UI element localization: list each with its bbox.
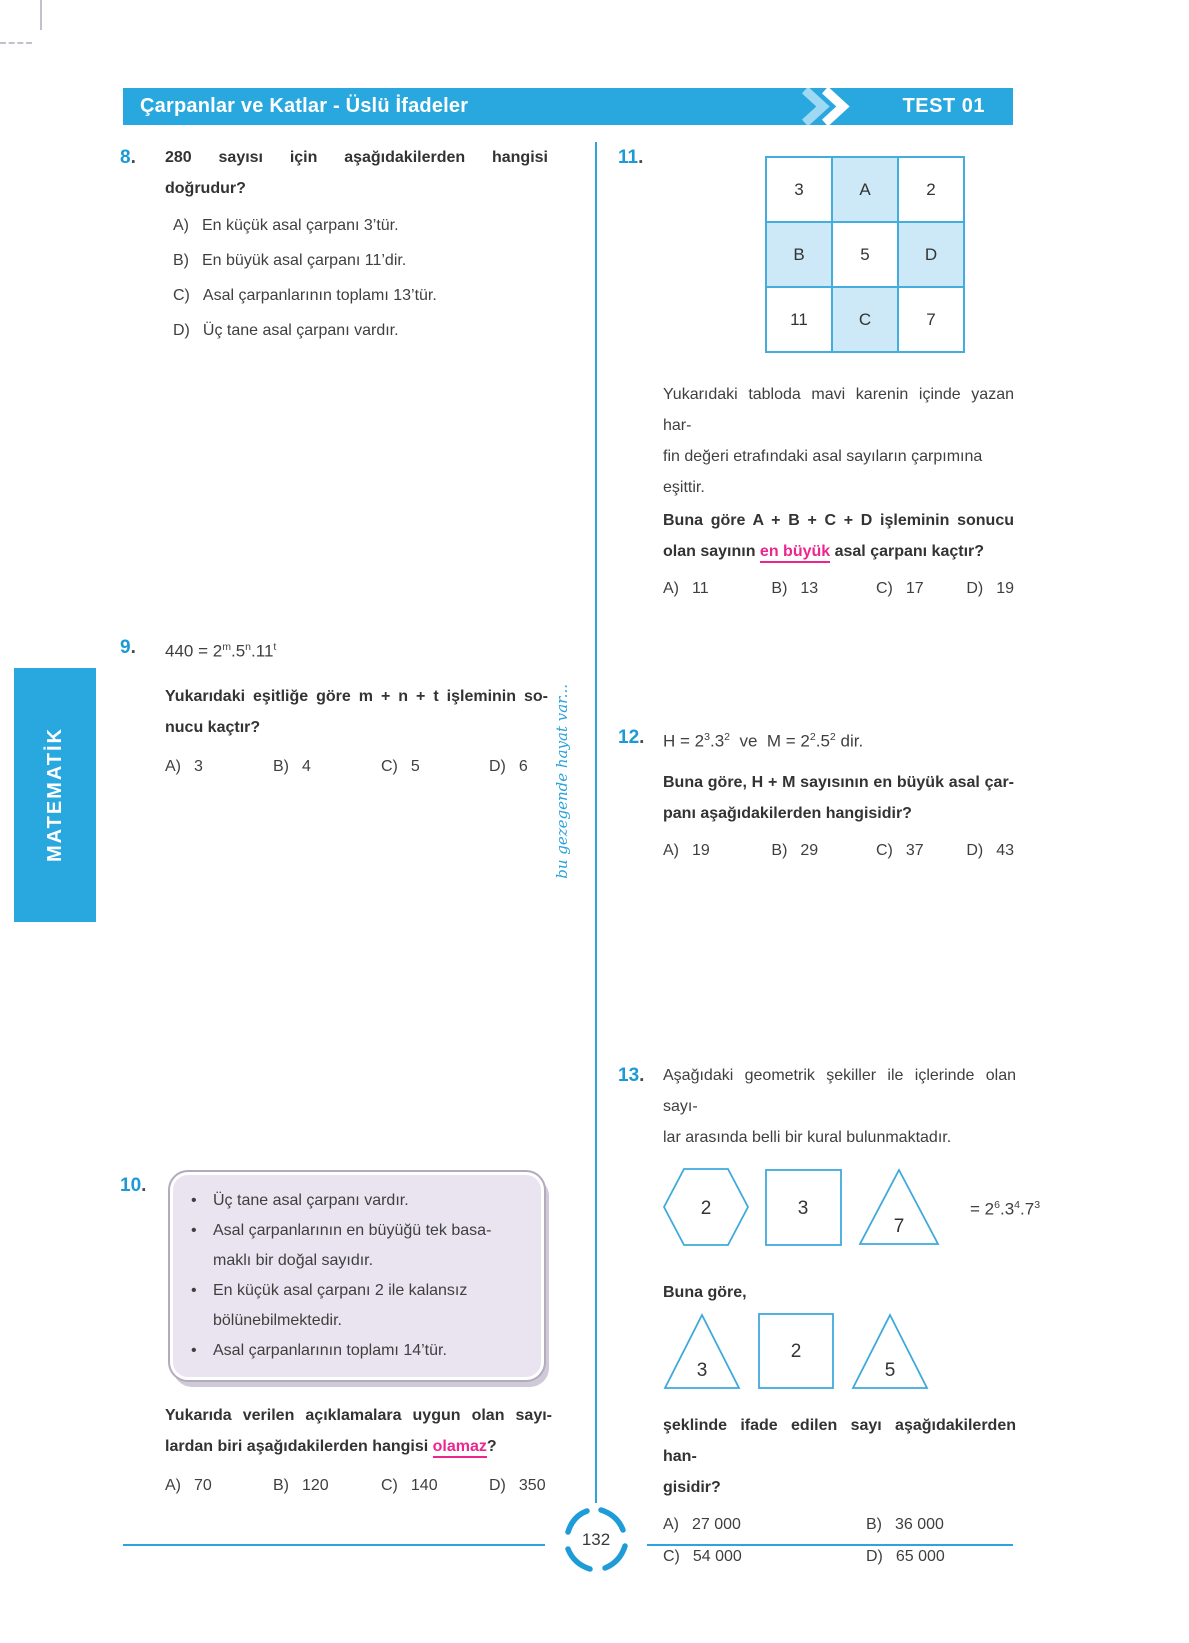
table-cell-blue: C (832, 287, 898, 352)
svg-text:3: 3 (797, 1197, 809, 1219)
chevron-right-icon (797, 88, 861, 125)
figure-equation: = $2^6.3^4.7^3$ (970, 1198, 1041, 1219)
option-text: Asal çarpanlarının toplamı 13’tür. (202, 287, 437, 304)
figure-rule (663, 1167, 1041, 1247)
option-b: B) En büyük asal çarpanı 11’dir. (173, 243, 548, 278)
table-cell-blue: B (766, 222, 832, 287)
option-c: C) 37 (875, 841, 924, 859)
column-divider (595, 142, 597, 1503)
table-cell-blue: D (898, 222, 964, 287)
subject-label: MATEMATİK (43, 727, 66, 863)
letter-grid-table (765, 156, 965, 353)
square-shape (765, 1169, 842, 1246)
option-d: D) 19 (966, 580, 1014, 597)
header-bar (123, 88, 1013, 125)
svg-text:2: 2 (790, 1341, 802, 1362)
bottom-rule-right (647, 1544, 1013, 1546)
svg-text:7: 7 (893, 1216, 905, 1237)
bullet-icon: • (191, 1282, 197, 1299)
option-row (663, 573, 1014, 604)
option-text: En büyük asal çarpanı 11’dir. (202, 252, 407, 269)
option-row (663, 835, 1014, 866)
question-12 (618, 722, 1014, 866)
option-a: A) 11 (663, 580, 709, 597)
option-c: C) 54 000 (663, 1548, 742, 1565)
question-number: 13. (618, 1065, 645, 1086)
question-stem: Buna göre A + B + C + D işleminin sonucu olan sayının en büyük asal çarpanı kaçtır? (663, 505, 1014, 567)
table-cell: 11 (766, 287, 832, 352)
bullet-icon: • (191, 1192, 197, 1209)
page-title: Çarpanlar ve Katlar - Üslü İfadeler (140, 95, 469, 117)
square-shape (758, 1313, 834, 1389)
bullet-item: • En küçük asal çarpanı 2 ile kalansız bölünebilmektedir. (191, 1276, 533, 1336)
equation: $H = 2^3.3^2$ ve $M = 2^2.5^2$ dir. (663, 731, 864, 751)
option-d: D) 6 (489, 757, 528, 775)
option-d: D) Üç tane asal çarpanı vardır. (173, 313, 548, 348)
question-9 (120, 632, 548, 782)
question-stem-2: şeklinde ifade edilen sayı aşağıdakilerden han- gisidir? (663, 1417, 1016, 1496)
question-10 (120, 1170, 552, 1501)
highlight-en-buyuk: en büyük (760, 543, 830, 563)
svg-text:2: 2 (700, 1198, 712, 1219)
page-number-badge (557, 1501, 635, 1579)
option-grid (663, 1509, 1016, 1572)
table-cell: 2 (898, 157, 964, 222)
bullet-item: • Asal çarpanlarının en büyüğü tek basa- maklı bir doğal sayıdır. (191, 1216, 533, 1276)
figure-question (663, 1312, 1016, 1390)
test-number-badge: TEST 01 (902, 95, 985, 117)
sidebar-subject-tab (14, 668, 96, 922)
bullet-icon: • (191, 1342, 197, 1359)
option-c: C) 5 (381, 757, 420, 775)
page-number: 132 (581, 1530, 611, 1549)
crop-mark-vertical (40, 0, 42, 30)
option-d: D) 65 000 (866, 1548, 945, 1565)
triangle-shape (663, 1313, 741, 1390)
crop-mark-horizontal (0, 42, 32, 44)
watermark-script: bu gezegende hayat var... (553, 684, 571, 879)
option-a: A) 19 (663, 841, 710, 859)
bullet-item: • Üç tane asal çarpanı vardır. (191, 1186, 533, 1216)
middle-label: Buna göre, (663, 1284, 747, 1301)
option-b: B) 4 (273, 757, 311, 775)
option-b: B) 120 (273, 1477, 329, 1494)
option-text: Üç tane asal çarpanı vardır. (202, 322, 399, 339)
bottom-rule-left (123, 1544, 545, 1546)
question-number: 10. (120, 1175, 147, 1196)
question-stem: Buna göre, H + M sayısının en büyük asal çar- panı aşağıdakilerden hangisidir? (663, 773, 1014, 822)
table-cell: 3 (766, 157, 832, 222)
question-stem: 280 sayısı için aşağıdakilerden hangisi doğrudur? (165, 149, 548, 197)
svg-text:5: 5 (884, 1359, 896, 1381)
option-b: B) 29 (771, 841, 819, 859)
option-row (165, 1470, 552, 1501)
equation: $440 = 2^m.5^n.11^t$ (165, 641, 277, 661)
question-number: 11. (618, 147, 644, 168)
option-text: En küçük asal çarpanı 3’tür. (202, 217, 399, 234)
triangle-shape (858, 1168, 940, 1246)
option-a: A) En küçük asal çarpanı 3’tür. (173, 208, 548, 243)
question-stem: Yukarıdaki eşitliğe göre m + n + t işleminin so- nucu kaçtır? (165, 687, 548, 736)
question-number: 8. (120, 147, 136, 168)
table-cell: 5 (832, 222, 898, 287)
option-b: B) 36 000 (866, 1516, 944, 1533)
table-cell: 7 (898, 287, 964, 352)
triangle-shape (851, 1313, 929, 1390)
bullet-icon: • (191, 1222, 197, 1239)
option-d: D) 350 (489, 1477, 546, 1494)
hexagon-shape (663, 1168, 749, 1246)
question-8 (120, 142, 548, 348)
question-number: 12. (618, 727, 645, 748)
highlight-olamaz: olamaz (433, 1438, 487, 1458)
option-c: C) Asal çarpanlarının toplamı 13’tür. (173, 278, 548, 313)
question-11 (618, 142, 1014, 604)
option-b: B) 13 (771, 580, 819, 597)
option-c: C) 17 (875, 580, 924, 597)
option-row (165, 751, 548, 782)
svg-text:3: 3 (696, 1359, 708, 1381)
question-stem: Aşağıdaki geometrik şekiller ile içlerinde olan sayı- lar arasında belli bir kural bulunmaktadır. (663, 1067, 1016, 1146)
question-description: Yukarıdaki tabloda mavi karenin içinde yazan har- fin değeri etrafındaki asal sayıların çarpımına eşittir. (663, 386, 1014, 496)
option-a: A) 27 000 (663, 1516, 741, 1533)
question-13 (618, 1060, 1041, 1572)
option-c: C) 140 (381, 1477, 438, 1494)
info-box (168, 1170, 546, 1382)
option-a: A) 70 (165, 1477, 212, 1494)
question-stem: Yukarıda verilen açıklamalara uygun olan sayı- lardan biri aşağıdakilerden hangisi olamaz? (165, 1400, 552, 1462)
option-d: D) 43 (966, 841, 1014, 859)
bullet-item: • Asal çarpanlarının toplamı 14’tür. (191, 1336, 533, 1366)
question-number: 9. (120, 637, 136, 658)
table-cell-blue: A (832, 157, 898, 222)
option-a: A) 3 (165, 757, 203, 775)
option-list (165, 208, 548, 348)
